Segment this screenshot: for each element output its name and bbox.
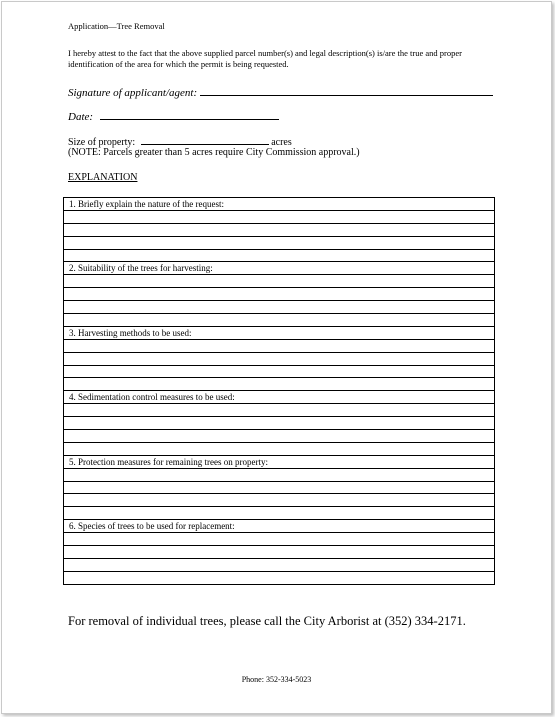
date-label: Date: bbox=[68, 111, 94, 123]
signature-field bbox=[68, 86, 493, 99]
answer-row bbox=[64, 546, 495, 559]
answer-row bbox=[64, 236, 495, 249]
date-line[interactable] bbox=[100, 110, 279, 120]
answer-field[interactable] bbox=[64, 352, 495, 365]
answer-field[interactable] bbox=[64, 249, 495, 262]
answer-row bbox=[64, 417, 495, 430]
answer-row bbox=[64, 468, 495, 481]
answer-field[interactable] bbox=[64, 223, 495, 236]
answer-field[interactable] bbox=[64, 481, 495, 494]
answer-row bbox=[64, 507, 495, 520]
answer-field[interactable] bbox=[64, 404, 495, 417]
property-size-label: Size of property: bbox=[68, 137, 136, 148]
answer-field[interactable] bbox=[64, 288, 495, 301]
question-row bbox=[64, 262, 495, 275]
answer-field[interactable] bbox=[64, 275, 495, 288]
arborist-note: For removal of individual trees, please call the City Arborist at (352) 334-2171. bbox=[68, 614, 466, 628]
explanation-heading: EXPLANATION bbox=[68, 172, 138, 183]
answer-row bbox=[64, 571, 495, 584]
answer-row bbox=[64, 288, 495, 301]
answer-row bbox=[64, 365, 495, 378]
answer-row bbox=[64, 481, 495, 494]
answer-field[interactable] bbox=[64, 546, 495, 559]
answer-field[interactable] bbox=[64, 417, 495, 430]
question-row bbox=[64, 520, 495, 533]
answer-field[interactable] bbox=[64, 314, 495, 327]
answer-row bbox=[64, 352, 495, 365]
answer-row bbox=[64, 314, 495, 327]
answer-field[interactable] bbox=[64, 558, 495, 571]
answer-field[interactable] bbox=[64, 494, 495, 507]
signature-line[interactable] bbox=[200, 86, 493, 96]
answer-field[interactable] bbox=[64, 468, 495, 481]
date-field bbox=[68, 110, 279, 123]
question-label: 5. Protection measures for remaining trees on property: bbox=[64, 455, 495, 468]
answer-row bbox=[64, 339, 495, 352]
answer-row bbox=[64, 378, 495, 391]
phone-number: Phone: 352-334-5023 bbox=[241, 675, 312, 684]
answer-field[interactable] bbox=[64, 430, 495, 443]
answer-row bbox=[64, 430, 495, 443]
document-header: Application—Tree Removal bbox=[68, 21, 165, 31]
answer-field[interactable] bbox=[64, 533, 495, 546]
answer-row bbox=[64, 275, 495, 288]
answer-row bbox=[64, 442, 495, 455]
signature-label: Signature of applicant/agent: bbox=[68, 87, 198, 99]
answer-field[interactable] bbox=[64, 210, 495, 223]
answer-field[interactable] bbox=[64, 365, 495, 378]
answer-field[interactable] bbox=[64, 571, 495, 584]
answer-row bbox=[64, 558, 495, 571]
question-label: 2. Suitability of the trees for harvesting: bbox=[64, 262, 495, 275]
answer-row bbox=[64, 249, 495, 262]
attestation-text: I hereby attest to the fact that the above supplied parcel number(s) and legal description(s) is/are the true and proper identification of the area for which the permit is being requested. bbox=[68, 48, 462, 69]
question-row bbox=[64, 455, 495, 468]
property-size-line[interactable] bbox=[141, 135, 269, 145]
answer-field[interactable] bbox=[64, 442, 495, 455]
question-label: 4. Sedimentation control measures to be used: bbox=[64, 391, 495, 404]
question-row bbox=[64, 326, 495, 339]
question-label: 6. Species of trees to be used for replacement: bbox=[64, 520, 495, 533]
answer-row bbox=[64, 494, 495, 507]
answer-field[interactable] bbox=[64, 236, 495, 249]
answer-field[interactable] bbox=[64, 507, 495, 520]
question-label: 1. Briefly explain the nature of the request: bbox=[64, 198, 495, 211]
property-size-note: (NOTE: Parcels greater than 5 acres require City Commission approval.) bbox=[68, 147, 360, 158]
answer-field[interactable] bbox=[64, 301, 495, 314]
answer-row bbox=[64, 404, 495, 417]
question-row bbox=[64, 391, 495, 404]
explanation-table bbox=[63, 197, 495, 585]
answer-row bbox=[64, 533, 495, 546]
answer-row bbox=[64, 301, 495, 314]
question-row bbox=[64, 198, 495, 211]
answer-field[interactable] bbox=[64, 339, 495, 352]
property-size-unit: acres bbox=[271, 137, 292, 148]
answer-field[interactable] bbox=[64, 378, 495, 391]
document-page bbox=[1, 1, 552, 714]
answer-row bbox=[64, 210, 495, 223]
question-label: 3. Harvesting methods to be used: bbox=[64, 326, 495, 339]
answer-row bbox=[64, 223, 495, 236]
